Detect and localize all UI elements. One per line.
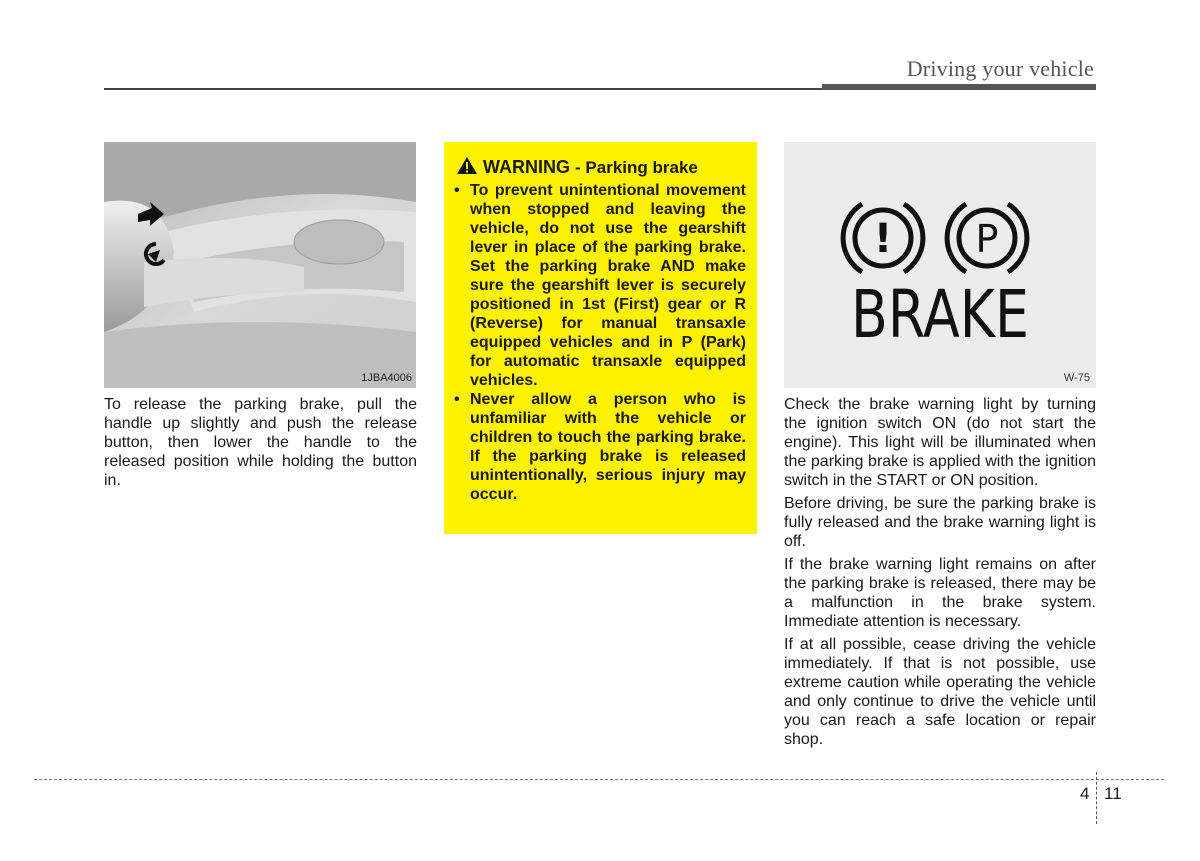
parking-brake-lever-illustration (104, 142, 416, 388)
exclamation-glyph: ! (873, 216, 893, 262)
page-header-title: Driving your vehicle (906, 56, 1094, 81)
warning-bullet: • To prevent unintentional movement when stopped and leaving the vehicle, do not use the gearshift lever in place of the parking brake. Set the parking brake AND make sure the gearshift lever is securely positioned in 1st (First) gear or R (Reverse) for manual transaxle equipped vehicles and in P (Park) for automatic transaxle equipped vehicles. (454, 182, 746, 389)
warning-triangle-icon (456, 156, 478, 175)
figure-code: W-75 (1063, 372, 1090, 384)
release-instructions-paragraph: To release the parking brake, pull the handle up slightly and push the release button, then lower the handle to the released position while holding the button in. (104, 396, 417, 489)
paragraph: Check the brake warning light by turning the ignition switch ON (do not start the engine). This light will be illuminated when the parking brake is applied with the ignition switch in the START or ON position. (784, 396, 1096, 489)
header-rule (104, 88, 822, 90)
warning-bullet: • Never allow a person who is unfamiliar with the vehicle or children to touch the parking brake. If the parking brake is released unintentionally, serious injury may occur. (454, 391, 746, 503)
header-rule-accent (822, 84, 1096, 90)
footer-rule (34, 779, 1164, 780)
warning-label: WARNING (483, 157, 571, 177)
page-number-divider (1096, 772, 1097, 824)
warning-bullet-list (454, 181, 746, 504)
paragraph: Before driving, be sure the parking brake is fully released and the brake warning light is off. (784, 495, 1096, 550)
paragraph: If at all possible, cease driving the vehicle immediately. If that is not possible, use extreme caution while operating the vehicle and only continue to drive the vehicle until you can reach a safe location or repair shop. (784, 636, 1096, 748)
warning-subtitle: - Parking brake (575, 158, 698, 177)
brake-warning-symbol (784, 142, 1096, 388)
brake-label: BRAKE (851, 276, 1029, 353)
figure-code: 1JBA4006 (361, 372, 412, 384)
page-number: 11 (1104, 784, 1122, 803)
parking-brake-photo (104, 142, 416, 388)
warning-title (456, 156, 698, 178)
chapter-number: 4 (1080, 784, 1090, 803)
paragraph: If the brake warning light remains on after the parking brake is released, there may be a malfunction in the brake system. Immediate attention is necessary. (784, 556, 1096, 630)
warning-box (444, 142, 757, 534)
brake-warning-light-figure (784, 142, 1096, 388)
parking-p-glyph: P (975, 217, 999, 261)
brake-light-description (784, 395, 1096, 753)
